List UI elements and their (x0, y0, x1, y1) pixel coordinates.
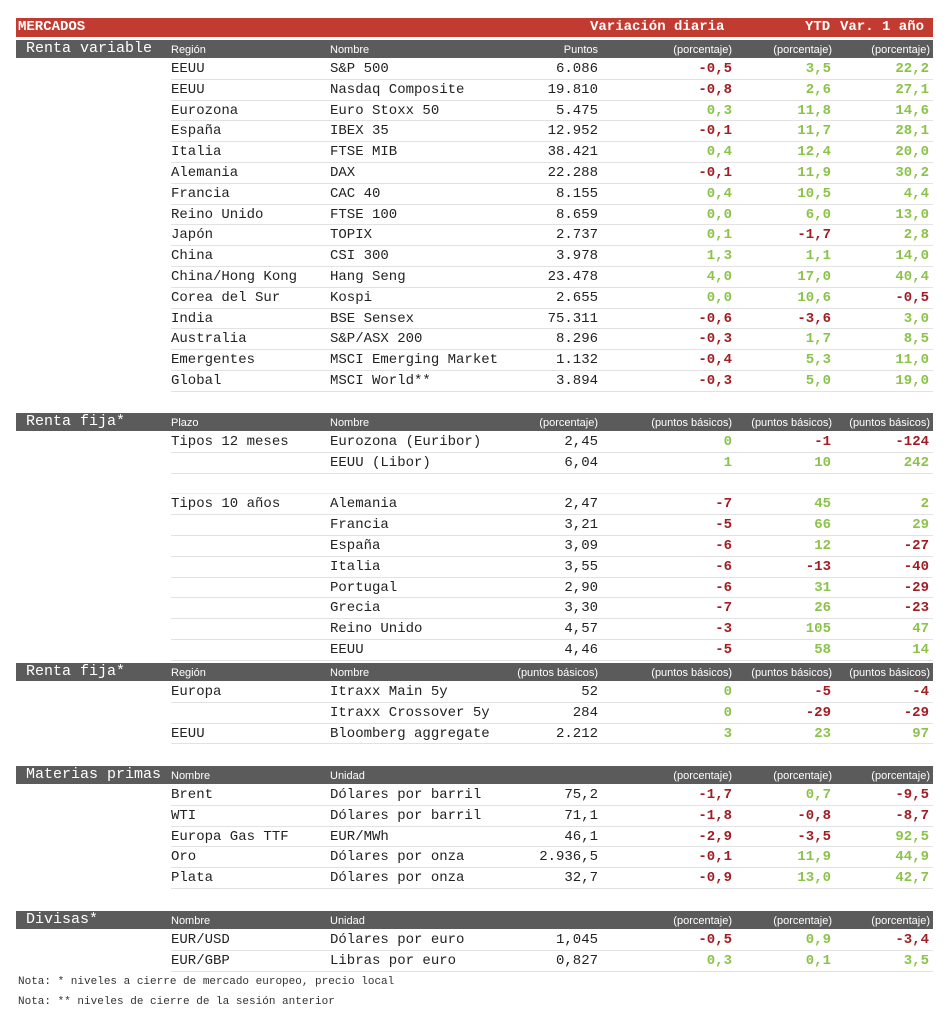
col-header-1: Plazo (171, 417, 199, 429)
cell-c3: 6,04 (564, 454, 598, 471)
cell-c1: Europa (171, 684, 222, 700)
cell-c5: 11,8 (797, 102, 831, 119)
cell-c2: Dólares por euro (330, 932, 465, 948)
cell-c5: -0,8 (797, 807, 831, 824)
cell-c1: Australia (171, 331, 247, 348)
table-row (171, 163, 933, 184)
cell-c5: -3,5 (797, 828, 831, 845)
table-row (171, 309, 933, 330)
cell-c1: EEUU (171, 81, 205, 98)
cell-c2: BSE Sensex (330, 310, 415, 327)
cell-c2: MSCI World** (330, 372, 431, 389)
cell-c3: 3.894 (555, 372, 598, 389)
cell-c2: Nasdaq Composite (330, 81, 465, 98)
cell-c1: Corea del Sur (171, 289, 281, 306)
cell-c3: 38.421 (547, 144, 598, 161)
col-header-2: Nombre (330, 44, 370, 56)
cell-c2: Hang Seng (330, 268, 406, 285)
cell-c2: Dólares por barril (330, 807, 482, 824)
cell-c6: 14,0 (895, 248, 929, 265)
cell-c3: 2,45 (564, 434, 598, 450)
cell-c6: 30,2 (895, 164, 929, 181)
markets-header-bar (16, 18, 933, 37)
col-header-3: (puntos básicos) (517, 667, 598, 679)
cell-c5: 1,1 (805, 248, 831, 265)
cell-c1: Eurozona (171, 102, 239, 119)
cell-c6: 28,1 (895, 123, 929, 140)
cell-c3: 12.952 (547, 123, 598, 140)
cell-c5: 11,7 (797, 123, 831, 140)
table-renta-variable (171, 59, 933, 392)
cell-c1: EEUU (171, 61, 205, 77)
cell-c6: 242 (903, 454, 929, 471)
col-header-5: (porcentaje) (773, 770, 832, 782)
cell-c4: 0,3 (706, 952, 732, 969)
cell-c5: 2,6 (805, 81, 831, 98)
cell-c4: -0,5 (698, 61, 732, 77)
cell-c4: 1 (723, 454, 732, 471)
cell-c5: 31 (814, 579, 831, 596)
col-header-3: (porcentaje) (539, 417, 598, 429)
cell-c1: Tipos 10 años (171, 496, 281, 513)
cell-c1: EUR/GBP (171, 952, 230, 969)
cell-c6: -29 (903, 704, 929, 721)
section-header-renta-fija-credito (16, 663, 933, 681)
cell-c4: -0,3 (698, 372, 732, 389)
cell-c4: -7 (715, 600, 732, 617)
table-row (171, 329, 933, 350)
table-row (171, 557, 933, 578)
cell-c1: España (171, 123, 222, 140)
col-header-4: (puntos básicos) (651, 667, 732, 679)
col-header-2: Unidad (330, 915, 365, 927)
table-row (171, 619, 933, 640)
cell-c1: India (171, 310, 214, 327)
cell-c2: TOPIX (330, 227, 373, 244)
cell-c5: 6,0 (805, 206, 831, 223)
col-header-4: (porcentaje) (673, 44, 732, 56)
cell-c4: -6 (715, 537, 732, 554)
cell-c6: 19,0 (895, 372, 929, 389)
cell-c5: 105 (805, 621, 831, 638)
col-header-6: (porcentaje) (871, 44, 930, 56)
cell-c2: Kospi (330, 289, 373, 306)
cell-c3: 1,045 (555, 932, 598, 948)
col-header-3: Puntos (563, 44, 598, 56)
table-row (171, 515, 933, 536)
cell-c1: Global (171, 372, 222, 389)
table-row (171, 453, 933, 474)
cell-c3: 75.311 (547, 310, 598, 327)
cell-c4: 0 (723, 434, 732, 450)
cell-c3: 3.978 (555, 248, 598, 265)
table-row (171, 640, 933, 661)
cell-c6: 47 (912, 621, 929, 638)
cell-c5: 66 (814, 517, 831, 534)
cell-c4: 0,0 (706, 206, 732, 223)
cell-c1: Reino Unido (171, 206, 264, 223)
section-header-divisas (16, 911, 933, 929)
cell-c3: 2.212 (555, 725, 598, 742)
table-row (171, 267, 933, 288)
cell-c3: 22.288 (547, 164, 598, 181)
col-header-6: (puntos básicos) (849, 667, 930, 679)
cell-c2: S&P 500 (330, 61, 389, 77)
table-row (171, 205, 933, 226)
cell-c6: 92,5 (895, 828, 929, 845)
table-row (171, 951, 933, 972)
cell-c5: 0,1 (805, 952, 831, 969)
cell-c3: 46,1 (564, 828, 598, 845)
cell-c4: 4,0 (706, 268, 732, 285)
cell-c1: Oro (171, 849, 197, 866)
cell-c1: Francia (171, 185, 230, 202)
cell-c6: -29 (903, 579, 929, 596)
cell-c6: 3,5 (903, 952, 929, 969)
cell-c6: 14 (912, 641, 929, 658)
col-header-4: (porcentaje) (673, 770, 732, 782)
cell-c2: Reino Unido (330, 621, 423, 638)
cell-c2: EEUU (Libor) (330, 454, 431, 471)
cell-c1: Plata (171, 870, 214, 887)
cell-c2: Italia (330, 558, 381, 575)
cell-c1: Brent (171, 787, 214, 803)
cell-c2: CAC 40 (330, 185, 381, 202)
cell-c4: -1,7 (698, 787, 732, 803)
table-row (171, 288, 933, 309)
cell-c1: China (171, 248, 214, 265)
cell-c6: 42,7 (895, 870, 929, 887)
cell-c3: 19.810 (547, 81, 598, 98)
cell-c1: EUR/USD (171, 932, 230, 948)
cell-c4: 0 (723, 684, 732, 700)
table-row (171, 101, 933, 122)
cell-c3: 71,1 (564, 807, 598, 824)
cell-c5: -1 (814, 434, 831, 450)
table-renta-fija-credito (171, 682, 933, 744)
section-title: Renta fija* (26, 413, 126, 430)
cell-c6: 22,2 (895, 61, 929, 77)
cell-c6: -9,5 (895, 787, 929, 803)
cell-c6: 97 (912, 725, 929, 742)
cell-c3: 2.737 (555, 227, 598, 244)
cell-c5: 58 (814, 641, 831, 658)
table-row (171, 847, 933, 868)
table-row (171, 246, 933, 267)
col-header-5: (porcentaje) (773, 44, 832, 56)
cell-c6: -40 (903, 558, 929, 575)
table-row (171, 806, 933, 827)
cell-c4: -1,8 (698, 807, 732, 824)
cell-c4: -6 (715, 579, 732, 596)
cell-c3: 4,46 (564, 641, 598, 658)
cell-c6: 29 (912, 517, 929, 534)
cell-c3: 2.936,5 (539, 849, 598, 866)
cell-c2: España (330, 537, 381, 554)
table-row (171, 350, 933, 371)
cell-c4: -0,5 (698, 932, 732, 948)
cell-c3: 3,30 (564, 600, 598, 617)
cell-c2: Portugal (330, 579, 398, 596)
cell-c6: 13,0 (895, 206, 929, 223)
cell-c3: 32,7 (564, 870, 598, 887)
cell-c2: FTSE 100 (330, 206, 398, 223)
table-renta-fija-tipos (171, 432, 933, 661)
cell-c4: -0,4 (698, 352, 732, 369)
cell-c2: Dólares por onza (330, 870, 465, 887)
table-materias-primas (171, 785, 933, 889)
cell-c1: Europa Gas TTF (171, 828, 289, 845)
cell-c2: Euro Stoxx 50 (330, 102, 440, 119)
cell-c3: 4,57 (564, 621, 598, 638)
cell-c4: -0,8 (698, 81, 732, 98)
daily-change-heading: Variación diaria (590, 19, 725, 35)
section-title: Renta fija* (26, 663, 126, 680)
cell-c6: 4,4 (903, 185, 929, 202)
col-header-6: (porcentaje) (871, 915, 930, 927)
markets-title: MERCADOS (18, 19, 86, 35)
cell-c4: 0,1 (706, 227, 732, 244)
cell-c2: Libras por euro (330, 952, 457, 969)
cell-c5: 0,7 (805, 787, 831, 803)
cell-c5: -29 (805, 704, 831, 721)
table-row (171, 474, 933, 495)
section-title: Divisas* (26, 911, 99, 928)
col-header-5: (puntos básicos) (751, 417, 832, 429)
cell-c2: DAX (330, 164, 356, 181)
cell-c5: -1,7 (797, 227, 831, 244)
cell-c2: Dólares por barril (330, 787, 482, 803)
cell-c5: 5,0 (805, 372, 831, 389)
col-header-2: Unidad (330, 770, 365, 782)
cell-c2: Bloomberg aggregate (330, 725, 490, 742)
cell-c1: China/Hong Kong (171, 268, 298, 285)
cell-c4: 0,3 (706, 102, 732, 119)
cell-c3: 1.132 (555, 352, 598, 369)
col-header-1: Región (171, 667, 206, 679)
cell-c2: CSI 300 (330, 248, 389, 265)
cell-c4: 1,3 (706, 248, 732, 265)
cell-c5: 12,4 (797, 144, 831, 161)
cell-c6: 2 (920, 496, 929, 513)
cell-c4: -3 (715, 621, 732, 638)
cell-c5: 11,9 (797, 849, 831, 866)
cell-c6: 8,5 (903, 331, 929, 348)
cell-c5: -5 (814, 684, 831, 700)
cell-c3: 284 (572, 704, 598, 721)
cell-c5: 5,3 (805, 352, 831, 369)
cell-c1: WTI (171, 807, 197, 824)
cell-c2: EEUU (330, 641, 364, 658)
col-header-1: Región (171, 44, 206, 56)
footnote-1: Nota: * niveles a cierre de mercado europeo, precio local (18, 976, 395, 988)
cell-c4: -0,1 (698, 164, 732, 181)
cell-c4: -0,1 (698, 849, 732, 866)
table-row (171, 682, 933, 703)
cell-c3: 3,09 (564, 537, 598, 554)
cell-c6: 11,0 (895, 352, 929, 369)
table-row (171, 724, 933, 745)
cell-c5: 13,0 (797, 870, 831, 887)
cell-c4: -0,1 (698, 123, 732, 140)
cell-c6: -3,4 (895, 932, 929, 948)
col-header-2: Nombre (330, 667, 370, 679)
cell-c2: Dólares por onza (330, 849, 465, 866)
cell-c2: Grecia (330, 600, 381, 617)
cell-c2: IBEX 35 (330, 123, 389, 140)
cell-c5: -3,6 (797, 310, 831, 327)
cell-c4: 0 (723, 704, 732, 721)
table-row (171, 80, 933, 101)
cell-c5: 12 (814, 537, 831, 554)
cell-c6: -124 (895, 434, 929, 450)
year-change-heading: Var. 1 año (840, 19, 925, 35)
cell-c3: 8.155 (555, 185, 598, 202)
cell-c3: 3,21 (564, 517, 598, 534)
col-header-5: (puntos básicos) (751, 667, 832, 679)
table-row (171, 703, 933, 724)
cell-c1: EEUU (171, 725, 205, 742)
table-row (171, 121, 933, 142)
cell-c4: -0,3 (698, 331, 732, 348)
cell-c6: 27,1 (895, 81, 929, 98)
table-row (171, 868, 933, 889)
cell-c6: 40,4 (895, 268, 929, 285)
cell-c6: 20,0 (895, 144, 929, 161)
cell-c3: 8.659 (555, 206, 598, 223)
cell-c4: -7 (715, 496, 732, 513)
cell-c6: -23 (903, 600, 929, 617)
col-header-1: Nombre (171, 770, 211, 782)
cell-c3: 6.086 (555, 61, 598, 77)
cell-c5: 0,9 (805, 932, 831, 948)
cell-c2: Itraxx Crossover 5y (330, 704, 490, 721)
table-row (171, 225, 933, 246)
cell-c3: 2,90 (564, 579, 598, 596)
section-title: Materias primas (26, 766, 162, 783)
col-header-2: Nombre (330, 417, 370, 429)
section-title: Renta variable (26, 40, 153, 57)
cell-c1: Tipos 12 meses (171, 434, 289, 450)
cell-c4: -5 (715, 641, 732, 658)
table-row (171, 578, 933, 599)
cell-c3: 3,55 (564, 558, 598, 575)
cell-c3: 2,47 (564, 496, 598, 513)
col-header-4: (puntos básicos) (651, 417, 732, 429)
section-header-materias-primas (16, 766, 933, 784)
col-header-6: (puntos básicos) (849, 417, 930, 429)
cell-c3: 8.296 (555, 331, 598, 348)
cell-c4: -2,9 (698, 828, 732, 845)
table-row (171, 142, 933, 163)
cell-c3: 75,2 (564, 787, 598, 803)
cell-c1: Italia (171, 144, 222, 161)
cell-c5: 3,5 (805, 61, 831, 77)
cell-c4: 0,4 (706, 144, 732, 161)
ytd-heading: YTD (805, 19, 831, 35)
table-row (171, 184, 933, 205)
table-divisas (171, 930, 933, 972)
cell-c2: Eurozona (Euribor) (330, 434, 482, 450)
cell-c4: -6 (715, 558, 732, 575)
cell-c5: 23 (814, 725, 831, 742)
table-row (171, 494, 933, 515)
cell-c4: -5 (715, 517, 732, 534)
cell-c2: FTSE MIB (330, 144, 398, 161)
section-header-renta-variable (16, 40, 933, 58)
cell-c2: Itraxx Main 5y (330, 684, 448, 700)
cell-c2: Alemania (330, 496, 398, 513)
cell-c3: 2.655 (555, 289, 598, 306)
section-header-renta-fija-tipos (16, 413, 933, 431)
cell-c5: 10,5 (797, 185, 831, 202)
cell-c6: 44,9 (895, 849, 929, 866)
cell-c5: -13 (805, 558, 831, 575)
cell-c1: Emergentes (171, 352, 256, 369)
footnote-2: Nota: ** niveles de cierre de la sesión anterior (18, 996, 335, 1008)
table-row (171, 930, 933, 951)
cell-c2: S&P/ASX 200 (330, 331, 423, 348)
cell-c3: 5.475 (555, 102, 598, 119)
table-row (171, 371, 933, 392)
table-row (171, 59, 933, 80)
cell-c5: 11,9 (797, 164, 831, 181)
col-header-5: (porcentaje) (773, 915, 832, 927)
cell-c6: -4 (912, 684, 929, 700)
cell-c2: MSCI Emerging Market (330, 352, 499, 369)
cell-c6: 14,6 (895, 102, 929, 119)
cell-c5: 45 (814, 496, 831, 513)
cell-c1: Alemania (171, 164, 239, 181)
cell-c5: 17,0 (797, 268, 831, 285)
table-row (171, 785, 933, 806)
table-row (171, 536, 933, 557)
table-row (171, 598, 933, 619)
cell-c4: 0,4 (706, 185, 732, 202)
col-header-6: (porcentaje) (871, 770, 930, 782)
cell-c5: 26 (814, 600, 831, 617)
cell-c2: Francia (330, 517, 389, 534)
cell-c6: -8,7 (895, 807, 929, 824)
cell-c1: Japón (171, 227, 214, 244)
cell-c2: EUR/MWh (330, 828, 389, 845)
cell-c4: 3 (723, 725, 732, 742)
cell-c4: -0,6 (698, 310, 732, 327)
table-row (171, 432, 933, 453)
cell-c4: 0,0 (706, 289, 732, 306)
cell-c3: 52 (581, 684, 598, 700)
col-header-1: Nombre (171, 915, 211, 927)
cell-c5: 10,6 (797, 289, 831, 306)
table-row (171, 827, 933, 848)
cell-c4: -0,9 (698, 870, 732, 887)
cell-c6: -0,5 (895, 289, 929, 306)
cell-c6: 2,8 (903, 227, 929, 244)
cell-c3: 23.478 (547, 268, 598, 285)
cell-c5: 1,7 (805, 331, 831, 348)
cell-c3: 0,827 (555, 952, 598, 969)
cell-c5: 10 (814, 454, 831, 471)
cell-c6: 3,0 (903, 310, 929, 327)
col-header-4: (porcentaje) (673, 915, 732, 927)
cell-c6: -27 (903, 537, 929, 554)
